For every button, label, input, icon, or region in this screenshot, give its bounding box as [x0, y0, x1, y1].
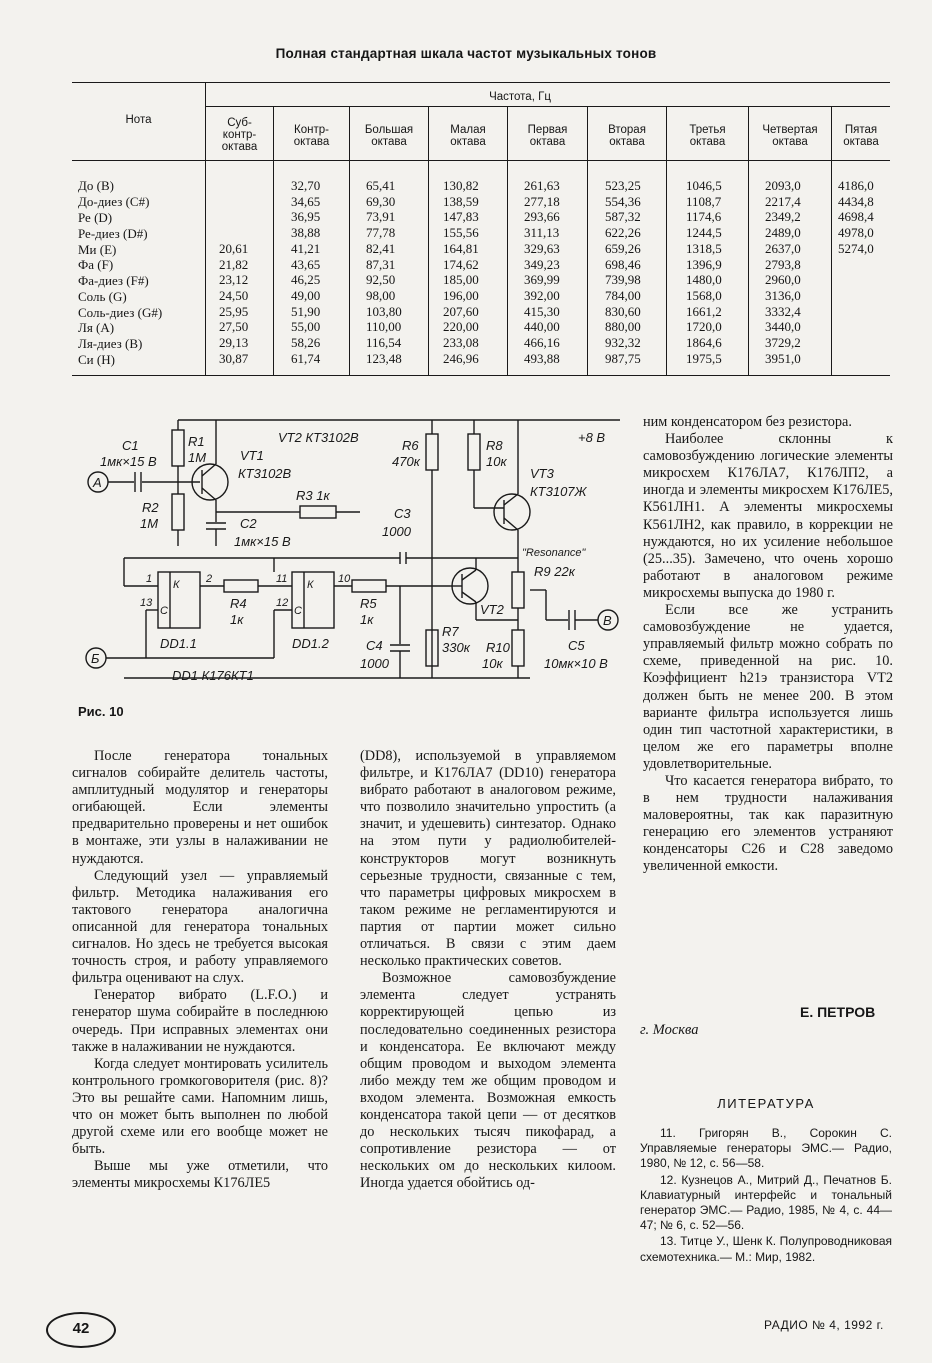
label-r8-value: 10к: [486, 454, 507, 469]
label-r1-value: 1М: [188, 450, 207, 465]
label-r5: R5: [360, 596, 377, 611]
paragraph: Выше мы уже отметили, что элементы микросхемы К176ЛЕ5: [72, 1158, 328, 1192]
label-dd1-2: DD1.2: [292, 636, 329, 651]
article-column-1: [72, 748, 328, 1192]
label-c3-value: 1000: [382, 524, 411, 539]
note-name: Си (H): [78, 352, 115, 367]
table-title: Полная стандартная шкала частот музыкальных тонов: [275, 46, 657, 61]
label-vt3-type: КТ3107Ж: [530, 484, 587, 499]
header-frequency: Частота, Гц: [489, 91, 551, 103]
switch-k-label: К: [307, 579, 314, 591]
terminal-a-label: A: [93, 475, 102, 490]
header-octave: Пятая октава: [843, 124, 879, 148]
paragraph: Возможное самовозбуждение элемента следует устранять корректирующей цепью из последовательно соединенных резистора и конденсатора. Ее включают между общим проводом и выходом элемента либо между тем же общим проводом и входом элемента. Возможная емкость конденсатора такой цепи — от десятков до нескольких тысяч пикофарад, а сопротивление резистора — от нескольких ом до нескольких килоом. Иногда удается обойтись од-: [360, 970, 616, 1192]
paragraph: Наиболее склонны к самовозбуждению логические элементы микросхем К176ЛА7, К176ЛП2, а иногда и элементы микросхем К176ЛЕ5, К561ЛН1. А элементы микросхемы К561ЛН2, как правило, в коррекции не нуждаются, но их усиление небольшое (25...35). Замечено, что очень хорошо работают в аналоговом режиме микросхемы выпуска до 1980 г.: [643, 431, 893, 601]
resistor-r1: [172, 430, 184, 466]
references-heading: ЛИТЕРАТУРА: [717, 1096, 815, 1111]
label-vt3: VT3: [530, 466, 554, 481]
table-bottom-rule: [72, 375, 890, 376]
label-dd1-1: DD1.1: [160, 636, 197, 651]
label-r10-value: 10к: [482, 656, 503, 671]
paragraph: Когда следует монтировать усилитель контрольного громкоговорителя (рис. 8)? Это вы решайте сами. Напомним лишь, что он может быть выполнен по любой другой схеме или его вообще может не быть.: [72, 1055, 328, 1158]
resistor-r4: [224, 580, 258, 592]
resistor-r9: [512, 572, 524, 608]
author: Е. ПЕТРОВ: [800, 1004, 876, 1020]
pin-label: 13: [140, 597, 153, 609]
resistor-r8: [468, 434, 480, 470]
note-name: Ми (E): [78, 242, 117, 257]
reference-item: 11. Григорян В., Сорокин С. Управляемые генераторы ЭМС.— Радио, 1980, № 12, с. 56—58.: [640, 1126, 892, 1171]
header-octave: Малая октава: [450, 124, 486, 148]
note-name: До (B): [78, 178, 114, 193]
header-octave: Третья октава: [689, 124, 726, 148]
label-r5-value: 1к: [360, 612, 374, 627]
octave-header-rule: [205, 106, 890, 107]
label-resonance: "Resonance": [522, 547, 586, 559]
pin-label: 10: [338, 573, 351, 585]
paragraph: Следующий узел — управляемый фильтр. Методика налаживания его тактового генератора аналогична описанной для генератора тональных сигналов. Но здесь не требуется высокая точность строя, и работу управляемого фильтра оценивают на слух.: [72, 867, 328, 987]
label-c1-value: 1мк×15 В: [100, 454, 157, 469]
note-name: Соль (G): [78, 289, 127, 304]
header-octave: Контр- октава: [293, 124, 330, 148]
city: г. Москва: [640, 1022, 699, 1038]
label-r8: R8: [486, 438, 503, 453]
paragraph: После генератора тональных сигналов собирайте делитель частоты, амплитудный модулятор и генераторы огибающей. Если элементы предварительно проверены и нет ошибок в монтаже, эти узлы в налаживании не нуждаются.: [72, 748, 328, 867]
paragraph: Генератор вибрато (L.F.O.) и генератор шума собирайте в последнюю очередь. При исправных элементах они также в налаживании не нуждаются.: [72, 987, 328, 1055]
switch-k-label: К: [173, 579, 180, 591]
label-c4: C4: [366, 638, 383, 653]
fifth-values: 4186,0 4434,8 4698,4 4978,0 5274,0: [838, 178, 874, 256]
label-c1: C1: [122, 438, 139, 453]
label-vt1: VT1: [240, 448, 264, 463]
note-name: Ля-диез (B): [78, 336, 143, 351]
pin-label: 2: [206, 573, 213, 585]
contra-values: 32,70 34,65 36,95 38,88 41,21 43,65 46,25 49,00 51,90 55,00 58,26 61,74: [291, 178, 321, 366]
switch-c-label: С: [160, 605, 168, 617]
small-values: 130,82 138,59 147,83 155,56 164,81 174,62 185,00 196,00 207,60 220,00 233,08 246,96: [443, 178, 479, 366]
pin-label: 11: [276, 573, 288, 585]
label-vt1-type: КТ3102В: [238, 466, 292, 481]
label-r2-value: 1М: [140, 516, 159, 531]
label-c5-value: 10мк×10 В: [544, 656, 608, 671]
label-c3: C3: [394, 506, 411, 521]
label-vt2: VT2: [480, 602, 504, 617]
label-r4-value: 1к: [230, 612, 244, 627]
label-c2: C2: [240, 516, 257, 531]
note-name: Ре (D): [78, 210, 113, 225]
paragraph: (DD8), используемой в управляемом фильтре, и К176ЛА7 (DD10) генератора вибрато работают в аналоговом режиме, что позволило значительно упростить (а значит, и удешевить) синтезатор. Однако на этом пути у радиолюбителей-конструкторов могут возникнуть серьезные трудности, связанные с тем, что параметры цифровых микросхем в таком режиме не регламентируются и партия от партии может сильно отличаться. В связи с этим даем несколько практических советов.: [360, 748, 616, 970]
label-r6-value: 470к: [392, 454, 420, 469]
header-octave: Большая октава: [364, 124, 414, 148]
figure-caption: Рис. 10: [78, 704, 124, 719]
paragraph: ним конденсатором без резистора.: [643, 414, 852, 430]
note-name: Ре-диез (D#): [78, 226, 148, 241]
first-values: 261,63 277,18 293,66 311,13 329,63 349,23 369,99 392,00 415,30 440,00 466,16 493,88: [524, 178, 560, 366]
label-c2-value: 1мк×15 В: [234, 534, 291, 549]
label-supply: +8 В: [578, 430, 606, 445]
label-r9: R9 22к: [534, 564, 575, 579]
label-c4-value: 1000: [360, 656, 389, 671]
label-r4: R4: [230, 596, 247, 611]
terminal-b-label: Б: [91, 651, 100, 666]
note-name: До-диез (C#): [78, 194, 150, 209]
great-values: 65,41 69,30 73,91 77,78 82,41 87,31 92,50 98,00 103,80 110,00 116,54 123,48: [366, 178, 402, 366]
paragraph: Что касается генератора вибрато, то в нем трудности налаживания маловероятны, так как паразитную генерацию его элементов устраняют конденсаторы С26 и С28 заведомо увеличенной емкости.: [643, 772, 893, 875]
reference-item: 12. Кузнецов А., Митрий Д., Печатнов Б. Клавиатурный интерфейс и тональный генератор ЭМС.— Радио, 1985, № 4, с. 44—47; № 6, с. 52—56.: [640, 1172, 892, 1233]
resistor-r3: [300, 506, 336, 518]
resistor-r10: [512, 630, 524, 666]
table-top-rule: [72, 82, 890, 83]
label-c5: C5: [568, 638, 585, 653]
paragraph: Если все же устранить самовозбуждение не удается, управляемый фильтр можно собрать по схеме, приведенной на рис. 10. Коэффициент h21э транзистора VT2 должен быть не менее 200. В этом варианте фильтра используется лишь один тип частотной характеристики, в целом же его параметры вполне удовлетворительные.: [643, 602, 893, 772]
pin-label: 1: [146, 573, 153, 585]
resistor-r5: [352, 580, 386, 592]
note-name: Ля (A): [78, 320, 115, 335]
note-name: Фа-диез (F#): [78, 273, 149, 288]
third-values: 1046,5 1108,7 1174,6 1244,5 1318,5 1396,9 1480,0 1568,0 1661,2 1720,0 1864,6 1975,5: [686, 178, 722, 366]
label-r3: R3 1к: [296, 488, 330, 503]
issue-info: РАДИО № 4, 1992 г.: [764, 1318, 884, 1332]
note-name: Соль-диез (G#): [78, 305, 163, 320]
schematic-fig10: [60, 408, 640, 698]
article-column-2: [360, 748, 616, 1192]
header-octave: Суб- контр- октава: [221, 117, 258, 153]
header-octave: Вторая октава: [608, 124, 646, 148]
label-r10: R10: [486, 640, 510, 655]
label-r7: R7: [442, 624, 459, 639]
label-r6: R6: [402, 438, 419, 453]
reference-item: 13. Титце У., Шенк К. Полупроводниковая схемотехника.— М.: Мир, 1982.: [640, 1234, 892, 1264]
resistor-r6: [426, 434, 438, 470]
header-bottom-rule: [72, 160, 890, 161]
note-name: Фа (F): [78, 257, 114, 272]
label-r2: R2: [142, 500, 159, 515]
article-column-3: [643, 414, 893, 876]
header-octave: Четвертая октава: [762, 124, 818, 148]
references-list: [640, 1126, 892, 1266]
fourth-values: 2093,0 2217,4 2349,2 2489,0 2637,0 2793,8 2960,0 3136,0 3332,4 3440,0 3729,2 3951,0: [765, 178, 801, 366]
resistor-r2: [172, 494, 184, 530]
header-octave: Первая октава: [527, 124, 568, 148]
second-values: 523,25 554,36 587,32 622,26 659,26 698,46 739,98 784,00 830,60 880,00 932,32 987,75: [605, 178, 641, 366]
label-vt2-header: VT2 КТ3102В: [278, 430, 359, 445]
label-r7-value: 330к: [442, 640, 470, 655]
switch-c-label: С: [294, 605, 302, 617]
terminal-v-label: В: [603, 613, 612, 628]
pin-label: 12: [276, 597, 289, 609]
header-note: Нота: [125, 114, 152, 126]
subcontra-values: 20,61 21,82 23,12 24,50 25,95 27,50 29,13 30,87: [219, 240, 249, 366]
page-number: 42: [46, 1312, 116, 1348]
label-dd1: DD1 К176КТ1: [172, 668, 254, 683]
label-r1: R1: [188, 434, 205, 449]
